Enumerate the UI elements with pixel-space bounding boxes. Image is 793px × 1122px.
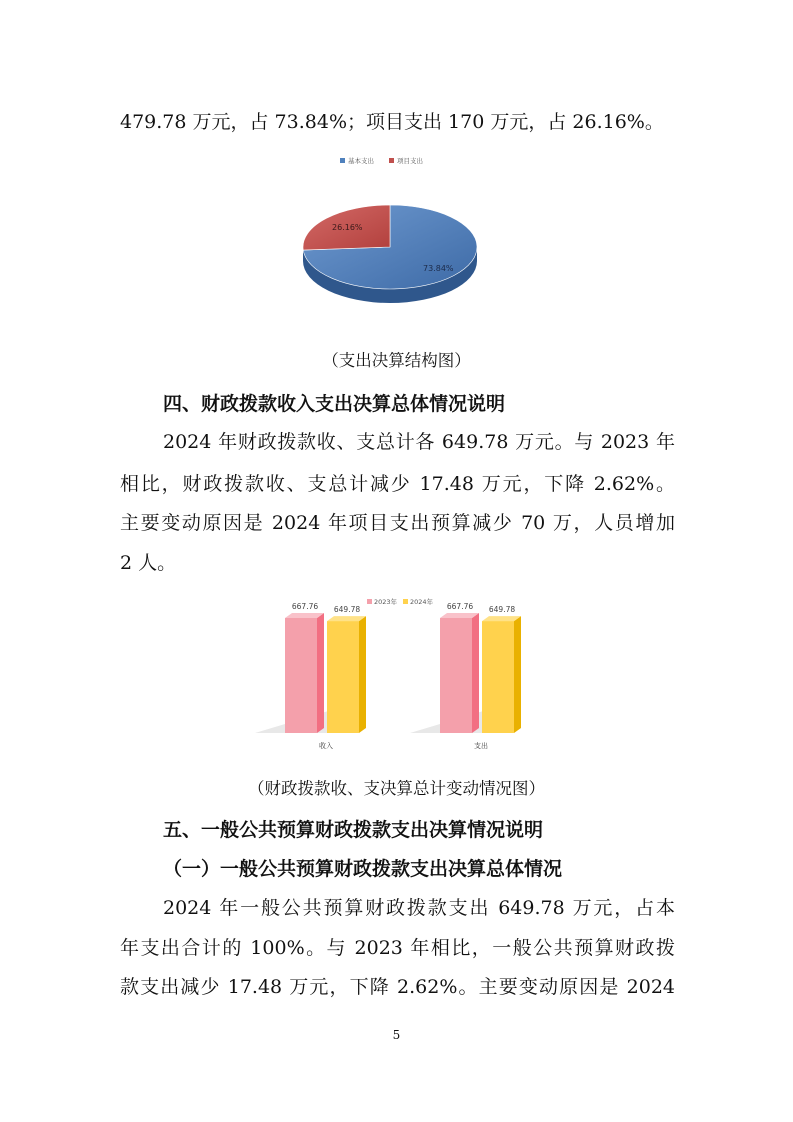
legend-swatch-project [389, 158, 394, 163]
legend-swatch-2024 [403, 599, 408, 604]
bar-chart [250, 590, 550, 755]
bar-data-label: 649.78 [488, 605, 516, 615]
bar-category-label: 支出 [474, 742, 488, 750]
pie-legend [340, 156, 423, 165]
bar-data-label: 649.78 [333, 605, 361, 615]
body-text-line: 款支出减少 17.48 万元，下降 2.62%。主要变动原因是 2024 [120, 976, 675, 998]
legend-swatch-2023 [367, 599, 372, 604]
pie-chart [290, 150, 490, 320]
body-text-line: 主要变动原因是 2024 年项目支出预算减少 70 万，人员增加 [120, 512, 675, 534]
bar-expense-2023 [440, 618, 472, 733]
pie-label-project: 26.16% [332, 223, 363, 232]
bar-side [472, 613, 479, 733]
bar-income-2024 [327, 621, 359, 733]
bar-expense-2024 [482, 621, 514, 733]
body-text-line: 2 人。 [120, 552, 177, 574]
bar-income-2023 [285, 618, 317, 733]
body-text-line: 年支出合计的 100%。与 2023 年相比，一般公共预算财政拨 [120, 937, 675, 959]
pie-label-basic: 73.84% [423, 264, 454, 273]
bar-side [514, 616, 521, 733]
bar-category-label: 收入 [319, 742, 333, 750]
bar-side [359, 616, 366, 733]
bar-side [317, 613, 324, 733]
section-heading-4: 四、财政拨款收入支出决算总体情况说明 [163, 393, 506, 415]
page-number: 5 [392, 1028, 401, 1042]
body-text-line: 相比，财政拨款收、支总计减少 17.48 万元，下降 2.62%。 [120, 473, 675, 495]
legend-swatch-basic [340, 158, 345, 163]
legend-label-basic: 基本支出 [348, 157, 374, 165]
section-heading-5: 五、一般公共预算财政拨款支出决算情况说明 [163, 819, 544, 841]
bar-legend [367, 597, 434, 606]
bar-data-label: 667.76 [291, 602, 319, 611]
body-text-line: 2024 年财政拨款收、支总计各 649.78 万元。与 2023 年 [163, 431, 675, 453]
bar-data-label: 667.76 [446, 602, 474, 611]
body-text-line: 2024 年一般公共预算财政拨款支出 649.78 万元，占本 [163, 897, 675, 919]
pie-caption: （支出决算结构图） [322, 351, 471, 370]
legend-label-2024: 2024年 [410, 598, 434, 606]
section-heading-5-1: （一）一般公共预算财政拨款支出决算总体情况 [163, 858, 563, 880]
legend-label-project: 项目支出 [397, 157, 423, 165]
bar-caption: （财政拨款收、支决算总计变动情况图） [248, 779, 545, 798]
body-text-line: 479.78 万元，占 73.84%；项目支出 170 万元，占 26.16%。 [120, 111, 664, 133]
legend-label-2023: 2023年 [374, 598, 398, 606]
